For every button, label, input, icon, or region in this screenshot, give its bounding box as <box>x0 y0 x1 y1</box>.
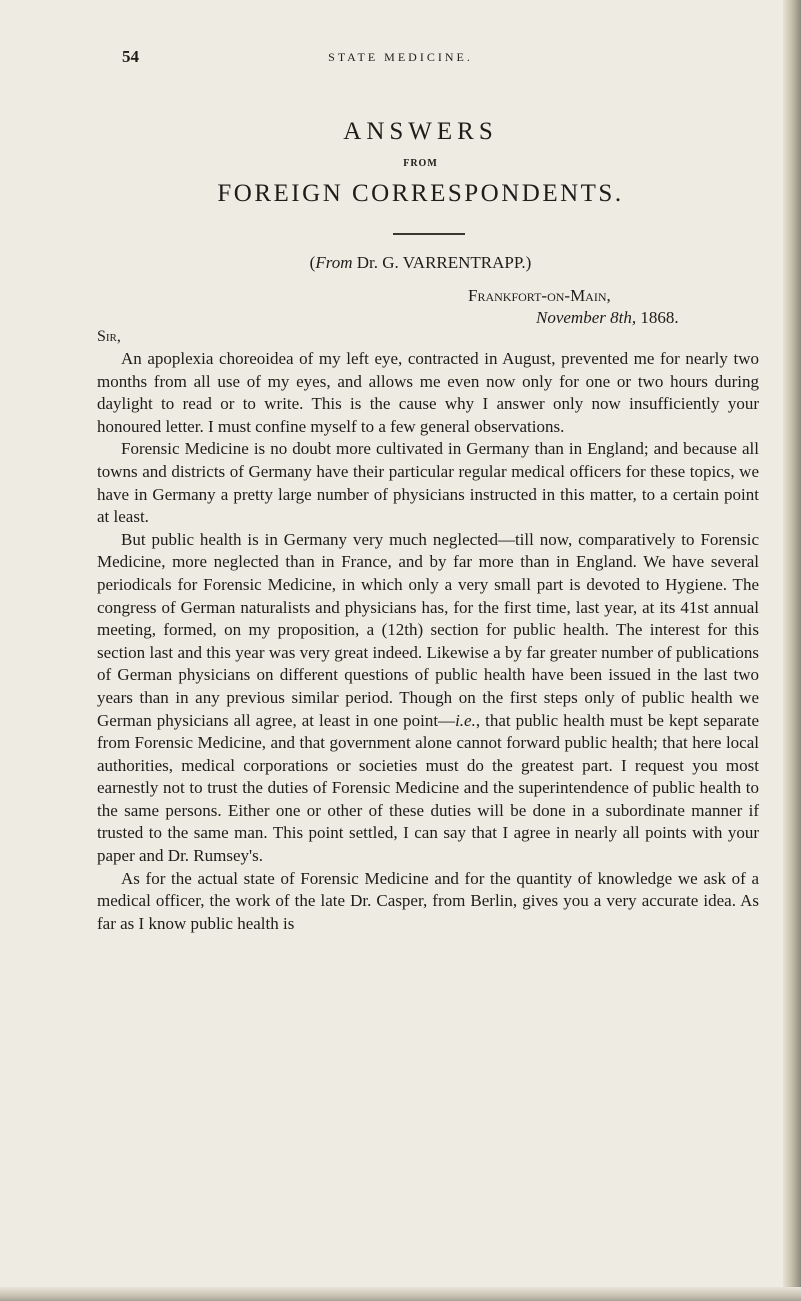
title-from: FROM <box>403 158 438 169</box>
attribution-name: Dr. G. VARRENTRAPP.) <box>352 253 532 272</box>
attribution-from: From <box>315 253 353 272</box>
title-answers: ANSWERS <box>343 118 498 145</box>
page-bottom-edge <box>0 1287 801 1301</box>
date-month-day: November 8th, <box>536 308 637 327</box>
paragraph-3 <box>97 529 759 868</box>
paragraph-4: As for the actual state of Forensic Medicine and for the quantity of knowledge we ask of a medical officer, the work of the late Dr. Casper, from Berlin, gives you a very accurate idea. As far as I know public health is <box>97 868 759 933</box>
paragraph-2: Forensic Medicine is no doubt more cultivated in Germany than in England; and because all towns and districts of Germany have their particular regular medical officers for these topics, we have in Germany a pretty large number of physicians instructed in this matter, to a certain point at least. <box>97 439 759 527</box>
letter-place: Frankfort-on-Main, <box>468 286 611 305</box>
paragraph-3-ie: i.e. <box>455 710 476 730</box>
paragraph-3-tail: , that public health must be kept separate from Forensic Medicine, and that government alone cannot forward public health; that here local authorities, medical corporations or societies must do the greatest part. I request you most earnestly not to trust the duties of Forensic Medicine and the superintendence of public health to the same persons. Either one or other of these duties will be done in a subordinate manner if trusted to the same man. This point settled, I can say that I agree in nearly all points with your paper and Dr. Rumsey's. <box>97 710 759 866</box>
letter-attribution: (From Dr. G. VARRENTRAPP.) <box>309 253 532 272</box>
date-year: 1868. <box>636 308 679 327</box>
title-rule <box>393 233 465 235</box>
running-head: STATE MEDICINE. <box>328 50 473 64</box>
page-number: 54 <box>122 47 139 66</box>
letter-date <box>536 308 776 328</box>
paragraph-1: An apoplexia choreoidea of my left eye, contracted in August, prevented me for nearly two months from all use of my eyes, and allows me even now only for one or two hours during daylight to read or to write. This is the cause why I answer only now insufficiently your honoured letter. I must confine myself to a few general observations. <box>97 349 759 436</box>
letter-salutation: Sir, <box>97 328 121 345</box>
paragraph-3-head: But public health is in Germany very much neglected—till now, comparatively to Forensic Medicine, more neglected than in France, and by far more than in England. We have several periodicals for Forensic Medicine, in which only a very small part is devoted to Hygiene. The congress of German naturalists and physicians has, for the first time, last year, at its 41st annual meeting, formed, on my proposition, a (12th) section for public health. The interest for this section last and this year was very great indeed. Likewise a by far greater number of publications of German physicians on different questions of public health have been issued in the last two years than in any previous similar period. Though on the first steps only of public health we German physicians all agree, at least in one point— <box>97 529 759 730</box>
title-foreign-correspondents: FOREIGN CORRESPONDENTS. <box>217 180 624 207</box>
letter-body <box>97 348 759 935</box>
